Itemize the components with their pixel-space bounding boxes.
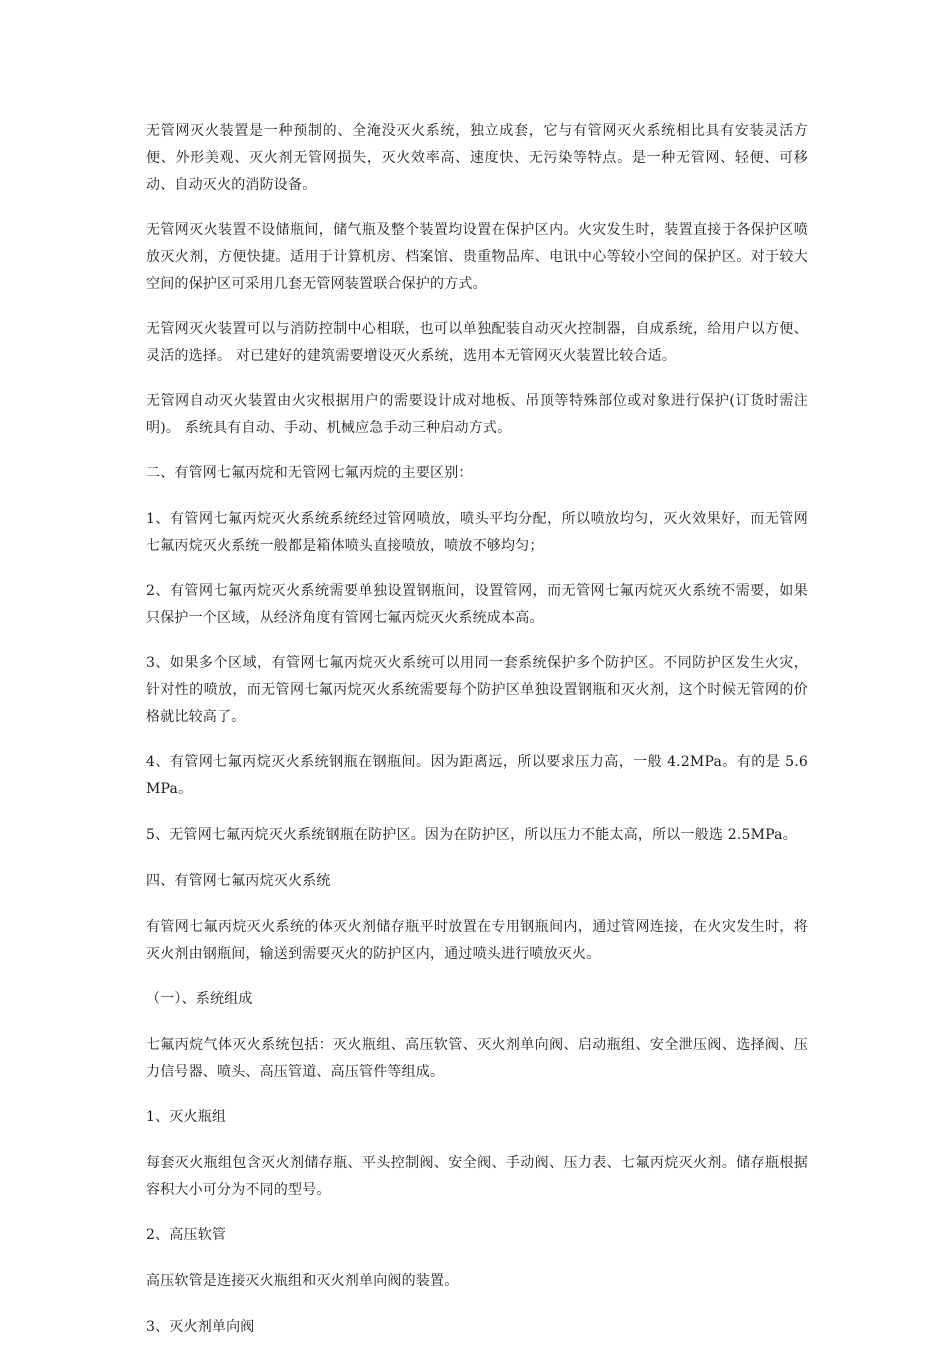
list-item-difference-2: 2、有管网七氟丙烷灭火系统需要单独设置钢瓶间，设置管网，而无管网七氟丙烷灭火系统不需要，如果只保护一个区域，从经济角度有管网七氟丙烷灭火系统成本高。 — [146, 583, 808, 626]
paragraph-high-pressure-hose: 高压软管是连接灭火瓶组和灭火剂单向阀的装置。 — [146, 1273, 459, 1289]
paragraph-intro: 无管网灭火装置是一种预制的、全淹没灭火系统，独立成套，它与有管网灭火系统相比具有安装灵活方便、外形美观、灭火剂无管网损失，灭火效率高、速度快、无污染等特点。是一种无管网、轻便、可移动、自动灭火的消防设备。 — [146, 123, 808, 193]
paragraph-installation: 无管网灭火装置不设储瓶间，储气瓶及整个装置均设置在保护区内。火灾发生时，装置直接于各保护区喷放灭火剂，方便快捷。适用于计算机房、档案馆、贵重物品库、电讯中心等较小空间的保护区。对于较大空间的保护区可采用几套无管网装置联合保护的方式。 — [146, 222, 808, 292]
item-heading-cylinder-group: 1、灭火瓶组 — [146, 1109, 227, 1125]
list-item-difference-1: 1、有管网七氟丙烷灭火系统系统经过管网喷放，喷头平均分配，所以喷放均匀，灭火效果好，而无管网七氟丙烷灭火系统一般都是箱体喷头直接喷放，喷放不够均匀； — [146, 511, 808, 554]
subsection-heading-composition: （一）、系统组成 — [146, 991, 253, 1007]
paragraph-control: 无管网灭火装置可以与消防控制中心相联，也可以单独配装自动灭火控制器，自成系统，给用户以方便、灵活的选择。 对已建好的建筑需要增设灭火系统，选用本无管网灭火装置比较合适。 — [146, 321, 808, 364]
paragraph-startup-modes: 无管网自动灭火装置由火灾根据用户的需要设计成对地板、吊顶等特殊部位或对象进行保护(订货时需注明)。 系统具有自动、手动、机械应急手动三种启动方式。 — [146, 393, 808, 436]
paragraph-piped-system: 有管网七氟丙烷灭火系统的体灭火剂储存瓶平时放置在专用钢瓶间内，通过管网连接，在火灾发生时，将灭火剂由钢瓶间，输送到需要灭火的防护区内，通过喷头进行喷放灭火。 — [146, 919, 808, 962]
item-heading-check-valve: 3、灭火剂单向阀 — [146, 1319, 255, 1335]
list-item-difference-5: 5、无管网七氟丙烷灭火系统钢瓶在防护区。因为在防护区，所以压力不能太高，所以一般选 2.5MPa。 — [146, 827, 797, 843]
list-item-difference-4: 4、有管网七氟丙烷灭火系统钢瓶在钢瓶间。因为距离远，所以要求压力高，一般 4.2MPa。有的是 5.6MPa。 — [146, 754, 808, 797]
section-heading-differences: 二、有管网七氟丙烷和无管网七氟丙烷的主要区别： — [146, 465, 473, 481]
paragraph-cylinder-group: 每套灭火瓶组包含灭火剂储存瓶、平头控制阀、安全阀、手动阀、压力表、七氟丙烷灭火剂。储存瓶根据容积大小可分为不同的型号。 — [146, 1155, 808, 1198]
item-heading-high-pressure-hose: 2、高压软管 — [146, 1227, 227, 1243]
document-page — [146, 118, 808, 1360]
list-item-difference-3: 3、如果多个区域，有管网七氟丙烷灭火系统可以用同一套系统保护多个防护区。不同防护区发生火灾，针对性的喷放，而无管网七氟丙烷灭火系统需要每个防护区单独设置钢瓶和灭火剂，这个时候无管网的价格就比较高了。 — [146, 655, 808, 725]
section-heading-piped-system: 四、有管网七氟丙烷灭火系统 — [146, 873, 331, 889]
paragraph-composition: 七氟丙烷气体灭火系统包括：灭火瓶组、高压软管、灭火剂单向阀、启动瓶组、安全泄压阀、选择阀、压力信号器、喷头、高压管道、高压管件等组成。 — [146, 1037, 808, 1080]
